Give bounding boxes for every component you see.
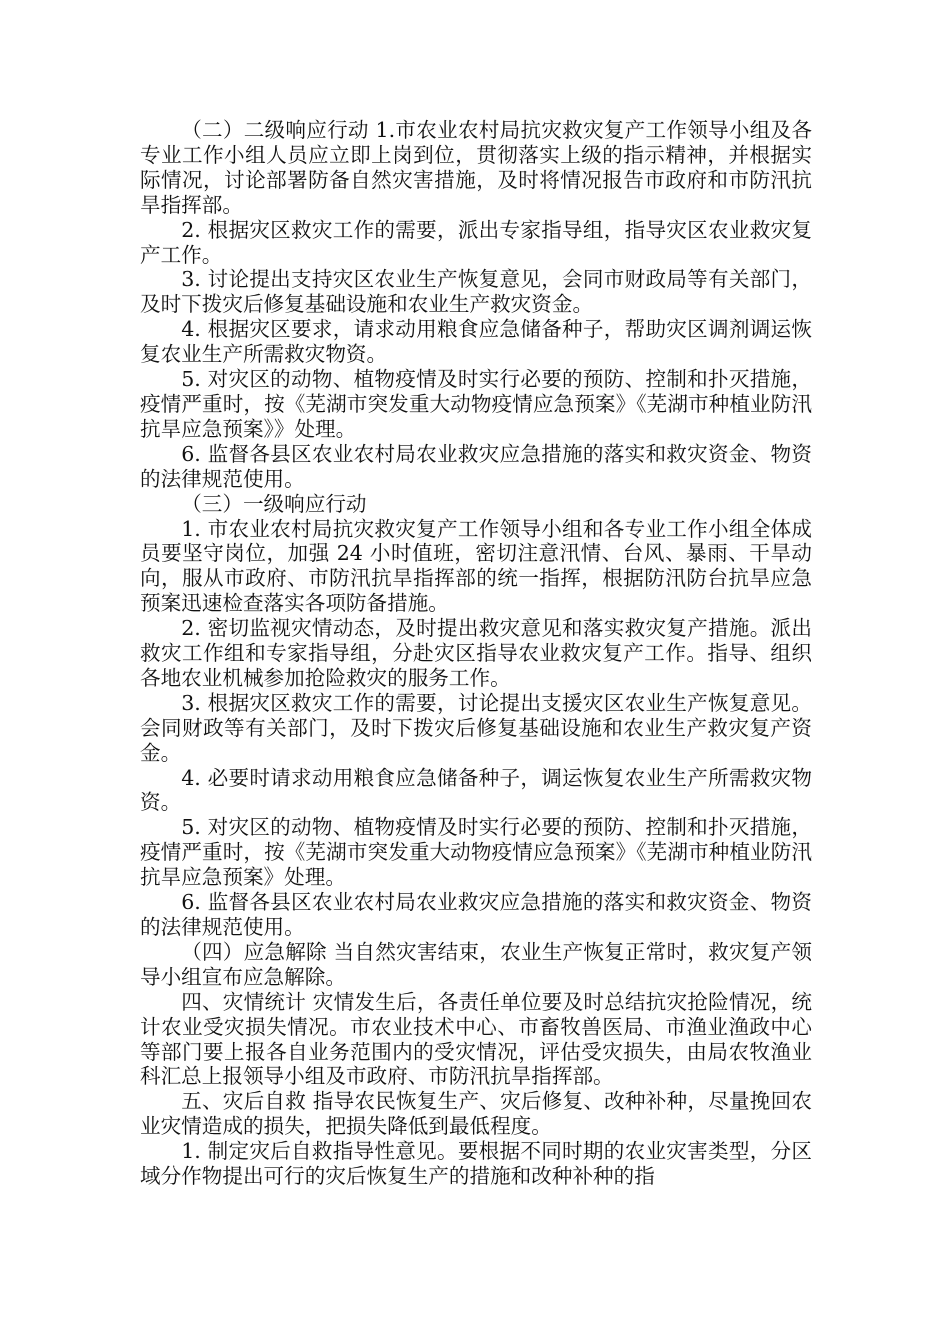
paragraph-self-help-item-1: 1. 制定灾后自救指导性意见。要根据不同时期的农业灾害类型，分区域分作物提出可行的灾后恢复生产的措施和改种补种的指 [140,1139,812,1189]
paragraph-level1-item-3: 3. 根据灾区救灾工作的需要，讨论提出支援灾区农业生产恢复意见。会同财政等有关部门，及时下拨灾后修复基础设施和农业生产救灾复产资金。 [140,690,812,765]
paragraph-emergency-release: （四）应急解除 当自然灾害结束，农业生产恢复正常时，救灾复产领导小组宣布应急解除。 [140,939,812,989]
heading-level1-response: （三）一级响应行动 [181,491,367,516]
paragraph-level2-item-5: 5. 对灾区的动物、植物疫情及时实行必要的预防、控制和扑灭措施，疫情严重时，按《芜湖市突发重大动物疫情应急预案》《芜湖市种植业防汛抗旱应急预案》》处理。 [140,367,812,441]
paragraph-level1-item-5: 5. 对灾区的动物、植物疫情及时实行必要的预防、控制和扑灭措施，疫情严重时，按《芜湖市突发重大动物疫情应急预案》《芜湖市种植业防汛抗旱应急预案》处理。 [140,815,812,890]
paragraph-level1-item-4: 4. 必要时请求动用粮食应急储备种子，调运恢复农业生产所需救灾物资。 [140,765,812,815]
paragraph-level2-item-3: 3. 讨论提出支持灾区农业生产恢复意见，会同市财政局等有关部门，及时下拨灾后修复基础设施和农业生产救灾资金。 [140,267,812,317]
paragraph-disaster-statistics: 四、灾情统计 灾情发生后，各责任单位要及时总结抗灾抢险情况，统计农业受灾损失情况。市农业技术中心、市畜牧兽医局、市渔业渔政中心等部门要上报各自业务范围内的受灾情况，评估受灾损失，由局农牧渔业科汇总上报领导小组及市政府、市防汛抗旱指挥部。 [140,989,812,1089]
paragraph-level2-item-4: 4. 根据灾区要求，请求动用粮食应急储备种子，帮助灾区调剂调运恢复农业生产所需救灾物资。 [140,317,812,367]
paragraph-level2-item-2: 2. 根据灾区救灾工作的需要，派出专家指导组，指导灾区农业救灾复产工作。 [140,217,812,267]
paragraph-level1-item-6: 6. 监督各县区农业农村局农业救灾应急措施的落实和救灾资金、物资的法律规范使用。 [140,890,812,939]
paragraph-level1-item-2: 2. 密切监视灾情动态，及时提出救灾意见和落实救灾复产措施。派出救灾工作组和专家指导组，分赴灾区指导农业救灾复产工作。指导、组织各地农业机械参加抢险救灾的服务工作。 [140,616,812,690]
paragraph-level2-item-6: 6. 监督各县区农业农村局农业救灾应急措施的落实和救灾资金、物资的法律规范使用。 [140,441,812,491]
paragraph-post-disaster-self-help: 五、灾后自救 指导农民恢复生产、灾后修复、改种补种，尽量挽回农业灾情造成的损失，把损失降低到最低程度。 [140,1089,812,1139]
paragraph-level1-item-1: 1. 市农业农村局抗灾救灾复产工作领导小组和各专业工作小组全体成员要坚守岗位，加强 24 小时值班，密切注意汛情、台风、暴雨、干旱动向，服从市政府、市防汛抗旱指挥部的统一指挥，根据防汛防台抗旱应急预案迅速检查落实各项防备措施。 [140,516,812,616]
document-page [140,118,812,1189]
paragraph-level2-response: （二）二级响应行动 1.市农业农村局抗灾救灾复产工作领导小组及各专业工作小组人员应立即上岗到位，贯彻落实上级的指示精神，并根据实际情况，讨论部署防备自然灾害措施，及时将情况报告市政府和市防汛抗旱指挥部。 [140,118,812,217]
